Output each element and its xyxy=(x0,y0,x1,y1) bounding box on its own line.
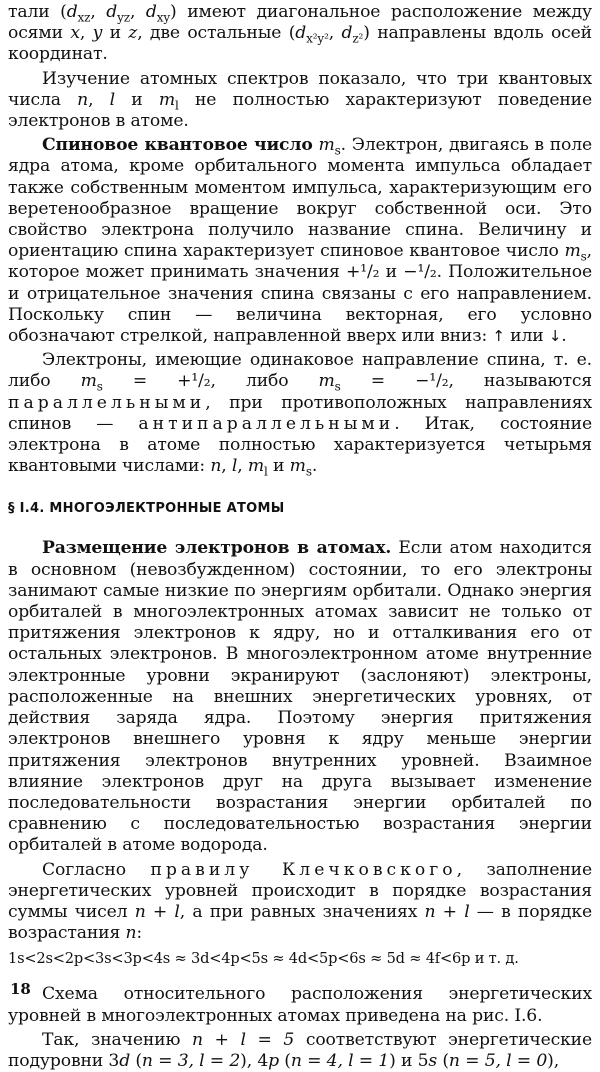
paragraph-parallel-spins: Электроны, имеющие одинаковое направление спина, т. е. либо $m_s = +^1/_2$, либо $m_s = -^1/_2$, называются параллельными, при противоположных направлениях спинов — антипараллельными. Итак, состояние электрона в атоме полностью характеризуется четырьмя квантовыми числами: n, l, $m_l$ и $m_s$. xyxy=(8,350,593,479)
section-heading: § I.4. МНОГОЭЛЕКТРОННЫЕ АТОМЫ xyxy=(8,501,285,517)
spin-down-arrow-icon: ↓ xyxy=(548,327,562,346)
term-klechkovsky-rule: правилу Клечковского xyxy=(150,859,457,880)
term-parallel: параллельными xyxy=(8,392,206,413)
page-number: 18 xyxy=(10,980,31,998)
spin-up-arrow-icon: ↑ xyxy=(492,327,505,346)
term-spin-number: Спиновое квантовое число xyxy=(42,135,313,156)
term-antiparallel: антипараллельными xyxy=(138,413,395,434)
paragraph-klechkovsky-rule: Согласно правилу Клечковского, заполнение энергетических уровней происходит в порядке возрастания суммы чисел n + l, а при равных значениях n + l — в порядке возрастания n: xyxy=(8,859,592,944)
term-electron-placement: Размещение электронов в атомах. xyxy=(42,538,392,559)
paragraph-orbitals: тали ($d_{xz}$, $d_{yz}$, $d_{xy}$) имеют диагональное расположение между осями x, y и z, две остальные ($d_{x^2y^2}$, $d_{z^2}$) направлены вдоль осей координат. xyxy=(8,2,592,65)
paragraph-electron-placement: Размещение электронов в атомах. Если атом находится в основном (невозбужденном) состоянии, то его электроны занимают самые низкие по энергиям орбитали. Однако энергия орбиталей в многоэлектронных атомах зависит не только от притяжения электронов к ядру, но и отталкивания его от остальных электронов. В многоэлектронном атоме внутренние электронные уровни экранируют (заслоняют) электроны, расположенные на внешних энергетических уровнях, от действия заряда ядра. Поэтому энергия притяжения электронов внешнего уровня к ядру меньше энергии притяжения электронов внутренних уровней. Взаимное влияние электронов друг на друга вызывает изменение последовательности возрастания энергии орбиталей по сравнению с последовательностью возрастания энергии орбиталей в атоме водорода. xyxy=(8,538,592,856)
paragraph-spin-number: Спиновое квантовое число $m_s$. Электрон, двигаясь в поле ядра атома, кроме орбитального момента импульса обладает также собственным моментом импульса, характеризующим его веретенообразное вращение вокруг собственной оси. Это свойство электрона получило название спина. Величину и ориентацию спина характеризует спиновое квантовое число $m_s$, которое может принимать значения +¹/₂ и −¹/₂. Положительное и отрицательное значения спина связаны с его направлением. Поскольку спин — величина векторная, его условно обозначают стрелкой, направленной вверх или вниз: ↑ или ↓. xyxy=(8,135,592,347)
paragraph-spectra: Изучение атомных спектров показало, что три квантовых числа n, l и $m_l$ не полностью характеризуют поведение электронов в атоме. xyxy=(8,68,592,132)
paragraph-scheme: Схема относительного расположения энергетических уровней в многоэлектронных атомах приведена на рис. I.6. xyxy=(8,984,592,1026)
orbital-order-formula: 1s<2s<2p<3s<3p<4s ≈ 3d<4p<5s ≈ 4d<5p<6s ≈ 5d ≈ 4f<6p и т. д. xyxy=(8,950,519,968)
paragraph-sum-example: Так, значению n + l = 5 соответствуют энергетические подуровни 3d (n = 3, l = 2), 4p (n = 4, l = 1) и 5s (n = 5, l = 0), xyxy=(8,1029,593,1071)
